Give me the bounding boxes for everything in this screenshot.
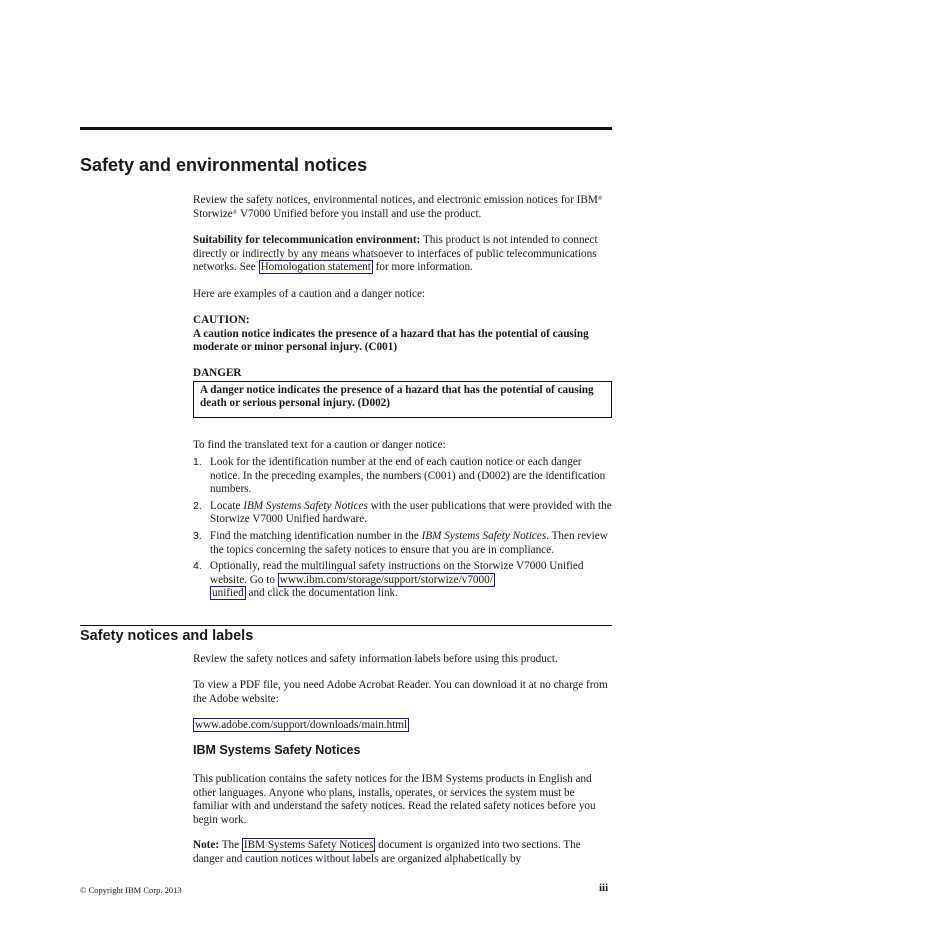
note-label: Note: [193, 839, 220, 851]
homologation-link[interactable]: Homologation statement [260, 261, 371, 274]
caution-text: A caution notice indicates the presence of a hazard that has the potential of causing moderate or minor personal injury. (C001) [193, 327, 589, 354]
suitability-paragraph: Suitability for telecommunication environment: This product is not intended to connect directly or indirectly by any means whatsoever to interfaces of public telecommunications networks. See Homologation statement for more information. [193, 234, 598, 274]
intro-paragraph: Review the safety notices, environmental notices, and electronic emission notices for IBM® Storwize® V7000 Unified before you install and use the product. [193, 194, 603, 220]
danger-label: DANGER [193, 367, 242, 379]
list-item: 4. Optionally, read the multilingual safety instructions on the Storwize V7000 Unified website. Go to www.ibm.com/storage/support/storwize/v7000/ unified and click the documentation link. [193, 560, 584, 600]
steps-list [193, 456, 612, 601]
caution-notice [193, 314, 612, 355]
section3-p1: This publication contains the safety notices for the IBM Systems products in English and other languages. Anyone who plans, installs, operates, or services the system must be familiar with and understand the safety notices. Read the related safety notices before you begin work. [193, 773, 596, 826]
list-item: 1. Look for the identification number at the end of each caution notice or each danger notice. In the preceding examples, the numbers (C001) and (D002) are the identification numbers. [193, 456, 606, 496]
section2-p2: To view a PDF file, you need Adobe Acrobat Reader. You can download it at no charge from the Adobe website: [193, 679, 608, 705]
caution-label: CAUTION: [193, 314, 250, 326]
danger-text: A danger notice indicates the presence of a hazard that has the potential of causing death or serious personal injury. (D002) [200, 383, 594, 410]
note-paragraph: Note: The IBM Systems Safety Notices document is organized into two sections. The danger and caution notices without labels are organized alphabetically by [193, 839, 581, 865]
section-rule [80, 625, 612, 626]
storwize-support-link-cont[interactable]: unified [212, 587, 244, 600]
copyright: © Copyright IBM Corp. 2013 [80, 885, 182, 895]
top-rule [80, 127, 612, 130]
danger-notice [193, 367, 612, 418]
find-intro: To find the translated text for a caution or danger notice: [193, 439, 446, 451]
section2-p1: Review the safety notices and safety information labels before using this product. [193, 653, 558, 665]
adobe-link-paragraph [193, 719, 612, 733]
examples-intro: Here are examples of a caution and a danger notice: [193, 288, 426, 300]
danger-box [193, 381, 612, 418]
section-title-ibm-safety: IBM Systems Safety Notices [193, 743, 361, 757]
adobe-download-link[interactable]: www.adobe.com/support/downloads/main.html [195, 719, 408, 731]
list-item: 3. Find the matching identification number in the IBM Systems Safety Notices. Then review the topics concerning the safety notices to ensure that you are in compliance. [193, 529, 608, 556]
page-title: Safety and environmental notices [80, 155, 368, 175]
ibm-safety-notices-link[interactable]: IBM Systems Safety Notices [243, 839, 374, 851]
list-item: 2. Locate IBM Systems Safety Notices with the user publications that were provided with the Storwize V7000 Unified hardware. [193, 499, 612, 526]
suitability-label: Suitability for telecommunication environment: [193, 234, 421, 246]
storwize-support-link[interactable]: www.ibm.com/storage/support/storwize/v7000/ [279, 573, 493, 586]
section-title-safety-notices: Safety notices and labels [80, 628, 254, 644]
page-number: iii [599, 882, 609, 894]
